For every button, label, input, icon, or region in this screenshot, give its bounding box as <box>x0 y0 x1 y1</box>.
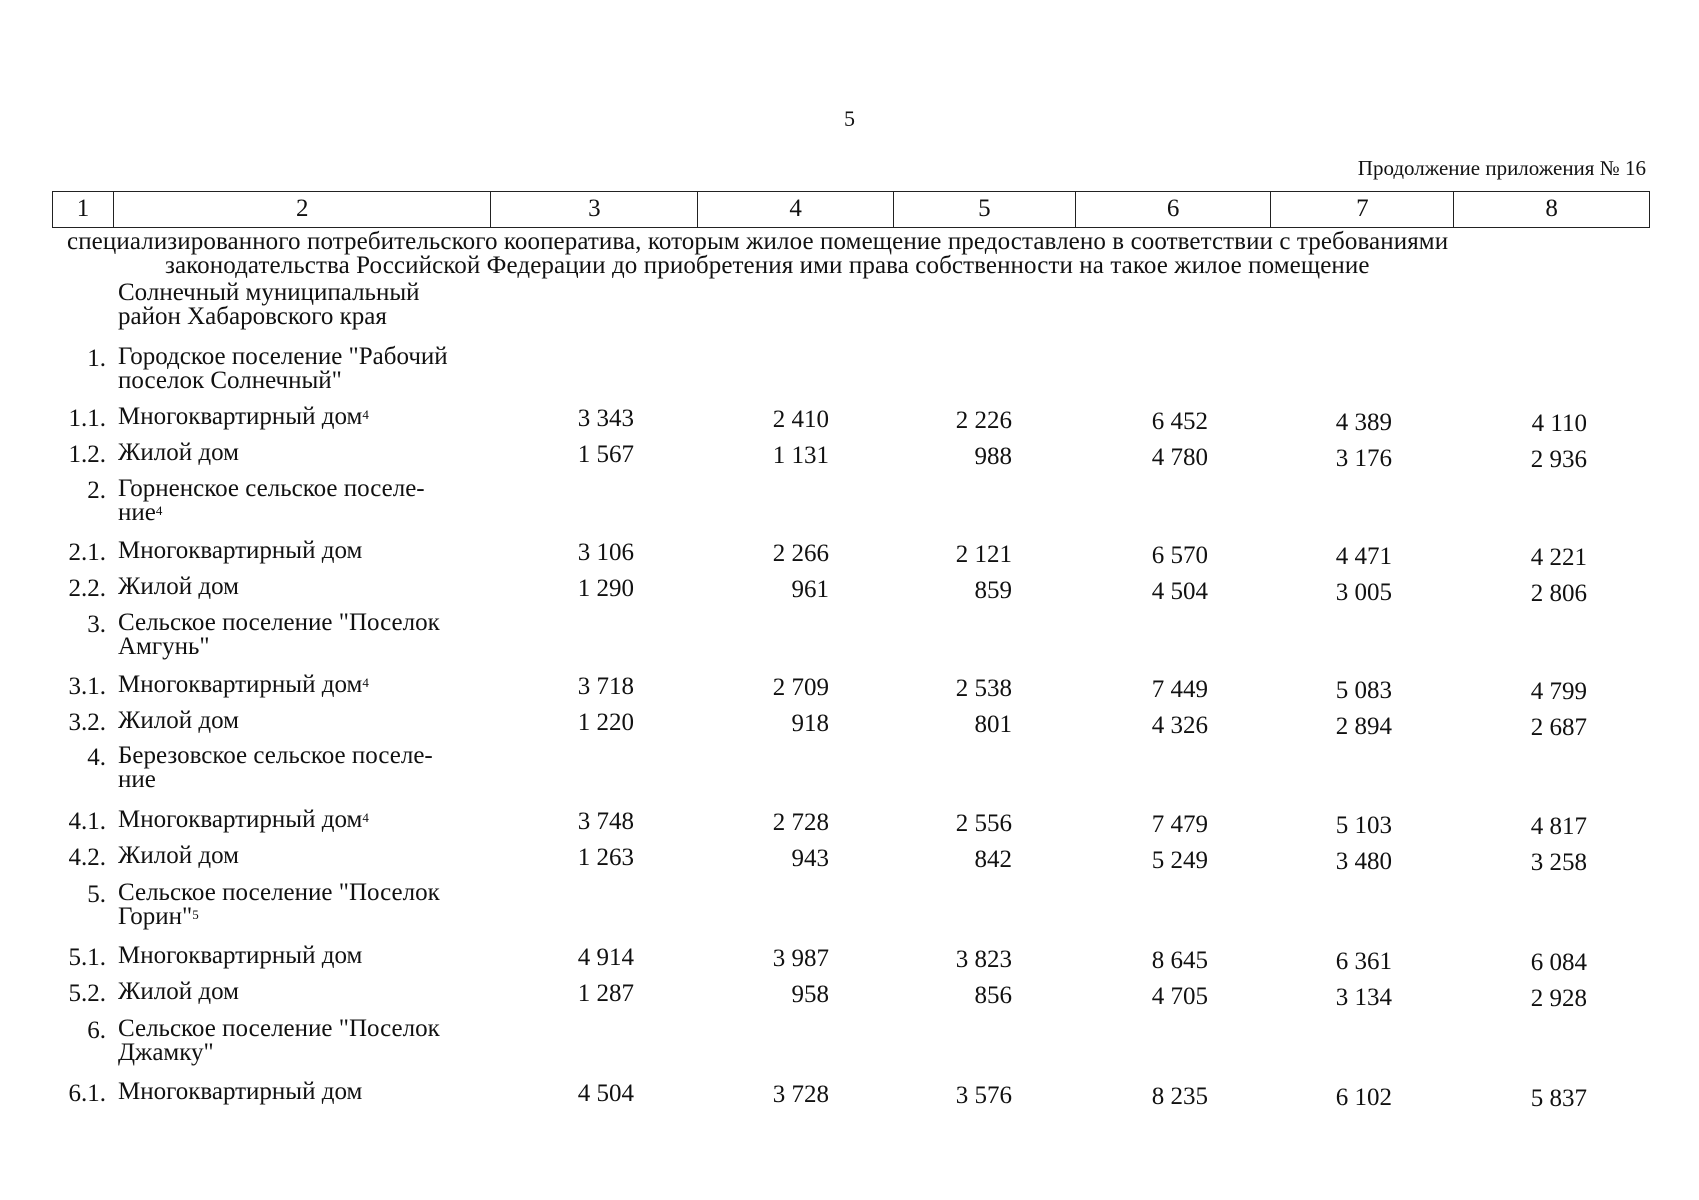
cell-col-3: 1 220 <box>577 709 634 736</box>
cell-col-4: 2 410 <box>772 406 829 433</box>
row-label-text: район Хабаровского края <box>118 303 387 330</box>
row-index: 4. <box>87 744 106 771</box>
continuation-label: Продолжение приложения № 16 <box>1357 156 1646 180</box>
cell-col-8: 2 928 <box>1530 985 1587 1012</box>
cell-col-4: 958 <box>791 981 829 1008</box>
cell-col-5: 2 226 <box>955 407 1012 434</box>
row-label-text: ние <box>118 499 156 526</box>
cell-col-4: 1 131 <box>772 442 829 469</box>
cell-col-3: 3 343 <box>577 405 634 432</box>
row-index: 5. <box>87 881 106 908</box>
cell-col-7: 3 480 <box>1335 848 1392 875</box>
header-col-4: 4 <box>698 192 894 227</box>
cell-col-8: 2 936 <box>1530 446 1587 473</box>
row-index: 3.2. <box>68 709 106 736</box>
row-label <box>118 303 387 330</box>
cell-col-4: 2 709 <box>772 674 829 701</box>
row-label <box>118 766 156 793</box>
row-label-text: Многоквартирный дом <box>118 403 363 430</box>
cell-col-3: 3 106 <box>577 539 634 566</box>
cell-col-4: 2 266 <box>772 540 829 567</box>
row-label-text: ние <box>118 766 156 793</box>
row-label <box>118 671 369 698</box>
header-col-3: 3 <box>491 192 698 227</box>
row-index: 6. <box>87 1017 106 1044</box>
intro-line-2: законодательства Российской Федерации до приобретения ими права собственности на такое жилое помещение <box>165 252 1370 279</box>
row-index: 2.1. <box>68 539 106 566</box>
row-index: 2. <box>87 477 106 504</box>
row-label-text: Жилой дом <box>118 573 239 600</box>
row-label-text: поселок Солнечный" <box>118 367 342 394</box>
cell-col-6: 6 452 <box>1151 408 1208 435</box>
cell-col-3: 3 748 <box>577 808 634 835</box>
row-label <box>118 1015 440 1042</box>
cell-col-6: 7 479 <box>1151 811 1208 838</box>
cell-col-8: 4 221 <box>1530 544 1587 571</box>
row-label <box>118 343 448 370</box>
row-index: 2.2. <box>68 575 106 602</box>
row-label-text: Жилой дом <box>118 978 239 1005</box>
cell-col-4: 918 <box>791 710 829 737</box>
row-index: 1. <box>87 345 106 372</box>
header-col-8: 8 <box>1545 195 1558 222</box>
row-index: 4.2. <box>68 844 106 871</box>
cell-col-3: 1 263 <box>577 844 634 871</box>
row-label-text: Многоквартирный дом <box>118 537 363 564</box>
row-label <box>118 279 420 306</box>
row-label <box>118 367 342 394</box>
row-label <box>118 903 199 930</box>
cell-col-7: 4 389 <box>1335 409 1392 436</box>
row-label-text: Горненское сельское поселе- <box>118 475 425 502</box>
header-col-5: 5 <box>894 192 1076 227</box>
row-label <box>118 707 239 734</box>
cell-col-8: 4 799 <box>1530 678 1587 705</box>
footnote-marker: 4 <box>362 810 369 825</box>
cell-col-3: 4 504 <box>577 1080 634 1107</box>
cell-col-6: 4 780 <box>1151 444 1208 471</box>
cell-col-4: 3 987 <box>772 945 829 972</box>
row-index: 5.1. <box>68 944 106 971</box>
cell-col-4: 2 728 <box>772 809 829 836</box>
row-label-text: Многоквартирный дом <box>118 806 363 833</box>
row-label <box>118 942 363 969</box>
row-label-text: Березовское сельское поселе- <box>118 742 433 769</box>
cell-col-6: 4 705 <box>1151 983 1208 1010</box>
row-label <box>118 537 363 564</box>
row-label <box>118 842 239 869</box>
cell-col-8: 4 110 <box>1531 410 1587 437</box>
cell-col-7: 2 894 <box>1335 713 1392 740</box>
row-label <box>118 1039 214 1066</box>
cell-col-3: 3 718 <box>577 673 634 700</box>
row-label-text: Жилой дом <box>118 439 239 466</box>
row-label-text: Многоквартирный дом <box>118 671 363 698</box>
cell-col-7: 3 005 <box>1335 579 1392 606</box>
row-label-text: Сельское поселение "Поселок <box>118 609 440 636</box>
row-label-text: Горин" <box>118 903 193 930</box>
row-label-text: Жилой дом <box>118 842 239 869</box>
row-label-text: Джамку" <box>118 1039 214 1066</box>
row-label-text: Амгунь" <box>118 633 210 660</box>
cell-col-4: 3 728 <box>772 1081 829 1108</box>
cell-col-3: 1 290 <box>577 575 634 602</box>
cell-col-6: 7 449 <box>1151 676 1208 703</box>
cell-col-3: 1 567 <box>577 441 634 468</box>
row-label <box>118 806 369 833</box>
cell-col-4: 943 <box>791 845 829 872</box>
cell-col-8: 2 806 <box>1530 580 1587 607</box>
row-label-text: Сельское поселение "Поселок <box>118 1015 440 1042</box>
cell-col-5: 859 <box>974 577 1012 604</box>
cell-col-6: 5 249 <box>1151 847 1208 874</box>
cell-col-5: 988 <box>974 443 1012 470</box>
cell-col-5: 3 823 <box>955 946 1012 973</box>
footnote-marker: 4 <box>362 407 369 422</box>
cell-col-4: 961 <box>791 576 829 603</box>
cell-col-5: 3 576 <box>955 1082 1012 1109</box>
row-label <box>118 1078 363 1105</box>
cell-col-8: 6 084 <box>1530 949 1587 976</box>
footnote-marker: 4 <box>362 675 369 690</box>
cell-col-5: 2 538 <box>955 675 1012 702</box>
cell-col-7: 6 361 <box>1335 948 1392 975</box>
footnote-marker: 5 <box>192 907 199 922</box>
row-label <box>118 978 239 1005</box>
row-index: 3.1. <box>68 673 106 700</box>
cell-col-6: 6 570 <box>1151 542 1208 569</box>
cell-col-6: 4 326 <box>1151 712 1208 739</box>
cell-col-7: 3 134 <box>1335 984 1392 1011</box>
cell-col-5: 2 121 <box>955 541 1012 568</box>
row-label <box>118 742 433 769</box>
cell-col-3: 1 287 <box>577 980 634 1007</box>
row-index: 3. <box>87 611 106 638</box>
row-label <box>118 439 239 466</box>
page-number: 5 <box>844 106 855 131</box>
cell-col-6: 4 504 <box>1151 578 1208 605</box>
cell-col-8: 2 687 <box>1530 714 1587 741</box>
header-col-6: 6 <box>1076 192 1272 227</box>
header-col-2: 2 <box>114 192 492 227</box>
column-number-header <box>52 191 1650 228</box>
row-label <box>118 879 440 906</box>
cell-col-7: 6 102 <box>1335 1084 1392 1111</box>
row-label <box>118 573 239 600</box>
cell-col-6: 8 235 <box>1151 1083 1208 1110</box>
row-label <box>118 499 163 526</box>
row-label-text: Солнечный муниципальный <box>118 279 420 306</box>
row-index: 5.2. <box>68 980 106 1007</box>
cell-col-8: 3 258 <box>1530 849 1587 876</box>
row-label-text: Жилой дом <box>118 707 239 734</box>
row-index: 1.1. <box>68 405 106 432</box>
row-label-text: Сельское поселение "Поселок <box>118 879 440 906</box>
row-label <box>118 609 440 636</box>
cell-col-8: 4 817 <box>1530 813 1587 840</box>
cell-col-5: 2 556 <box>955 810 1012 837</box>
row-label-text: Многоквартирный дом <box>118 942 363 969</box>
cell-col-7: 4 471 <box>1335 543 1392 570</box>
row-label-text: Многоквартирный дом <box>118 1078 363 1105</box>
cell-col-8: 5 837 <box>1530 1085 1587 1112</box>
row-index: 1.2. <box>68 441 106 468</box>
cell-col-7: 5 083 <box>1335 677 1392 704</box>
row-label <box>118 403 369 430</box>
cell-col-5: 801 <box>974 711 1012 738</box>
row-label <box>118 633 210 660</box>
cell-col-6: 8 645 <box>1151 947 1208 974</box>
header-col-1: 1 <box>53 192 114 227</box>
intro-line-1: специализированного потребительского кооператива, которым жилое помещение предоставлено в соответствии с требованиями <box>67 228 1449 255</box>
cell-col-7: 3 176 <box>1335 445 1392 472</box>
cell-col-5: 856 <box>974 982 1012 1009</box>
row-index: 6.1. <box>68 1080 106 1107</box>
footnote-marker: 4 <box>155 503 163 518</box>
row-index: 4.1. <box>68 808 106 835</box>
cell-col-7: 5 103 <box>1335 812 1392 839</box>
cell-col-3: 4 914 <box>577 944 634 971</box>
cell-col-5: 842 <box>974 846 1012 873</box>
row-label <box>118 475 425 502</box>
header-col-7: 7 <box>1271 192 1454 227</box>
row-label-text: Городское поселение "Рабочий <box>118 343 448 370</box>
